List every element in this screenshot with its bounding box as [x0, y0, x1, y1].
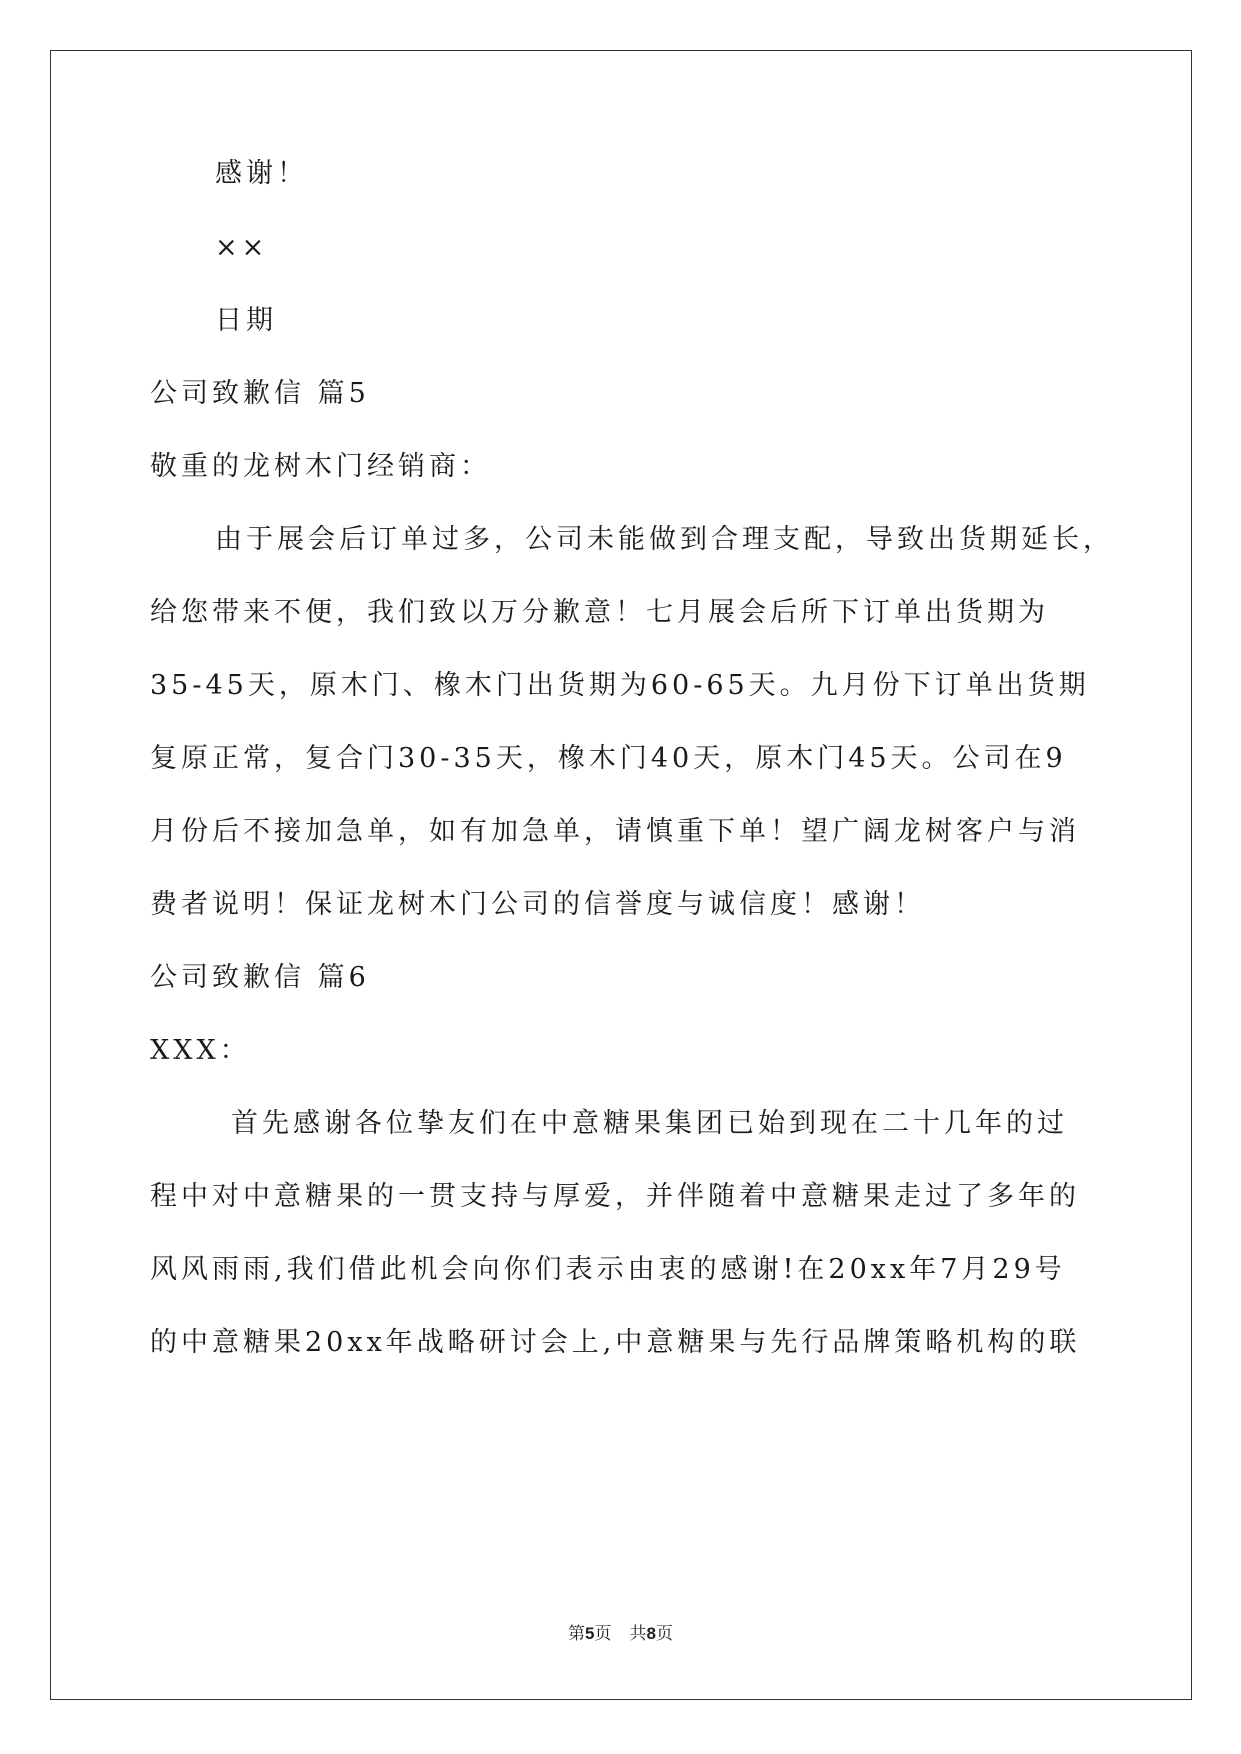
signature: ×× [215, 232, 269, 263]
paragraph-line: 复原正常，复合门30-35天，橡木门40天，原木门45天。公司在9 [150, 743, 1067, 774]
page-suffix: 页 [594, 1624, 612, 1644]
paragraph-line: 由于展会后订单过多，公司未能做到合理支配，导致出货期延长， [215, 524, 1114, 555]
paragraph-line: 费者说明！保证龙树木门公司的信誉度与诚信度！感谢！ [150, 889, 925, 920]
total-suffix: 页 [655, 1624, 673, 1644]
paragraph-line: 35-45天，原木门、橡木门出货期为60-65天。九月份下订单出货期 [150, 670, 1090, 701]
total-prefix: 共 [629, 1624, 647, 1644]
paragraph-line: 月份后不接加急单，如有加急单，请慎重下单！望广阔龙树客户与消 [150, 816, 1080, 847]
page-border [50, 50, 1192, 1700]
page-footer [0, 1622, 1241, 1646]
salutation-5: 敬重的龙树木门经销商： [150, 451, 491, 482]
section-heading-6: 公司致歉信 篇6 [150, 962, 370, 993]
paragraph-line: 给您带来不便，我们致以万分歉意！七月展会后所下订单出货期为 [150, 597, 1049, 628]
total-pages: 8 [646, 1624, 656, 1643]
salutation-6: XXX： [150, 1035, 251, 1066]
closing-thanks: 感谢！ [215, 158, 308, 189]
paragraph-line: 风风雨雨,我们借此机会向你们表示由衷的感谢!在20xx年7月29号 [150, 1254, 1066, 1285]
paragraph-line: 的中意糖果20xx年战略研讨会上,中意糖果与先行品牌策略机构的联 [150, 1327, 1081, 1358]
page-number: 5 [585, 1624, 595, 1643]
page-prefix: 第 [568, 1624, 586, 1644]
section-heading-5: 公司致歉信 篇5 [150, 378, 370, 409]
date-label: 日期 [215, 305, 277, 336]
paragraph-line: 首先感谢各位挚友们在中意糖果集团已始到现在二十几年的过 [231, 1108, 1068, 1139]
paragraph-line: 程中对中意糖果的一贯支持与厚爱，并伴随着中意糖果走过了多年的 [150, 1181, 1080, 1212]
